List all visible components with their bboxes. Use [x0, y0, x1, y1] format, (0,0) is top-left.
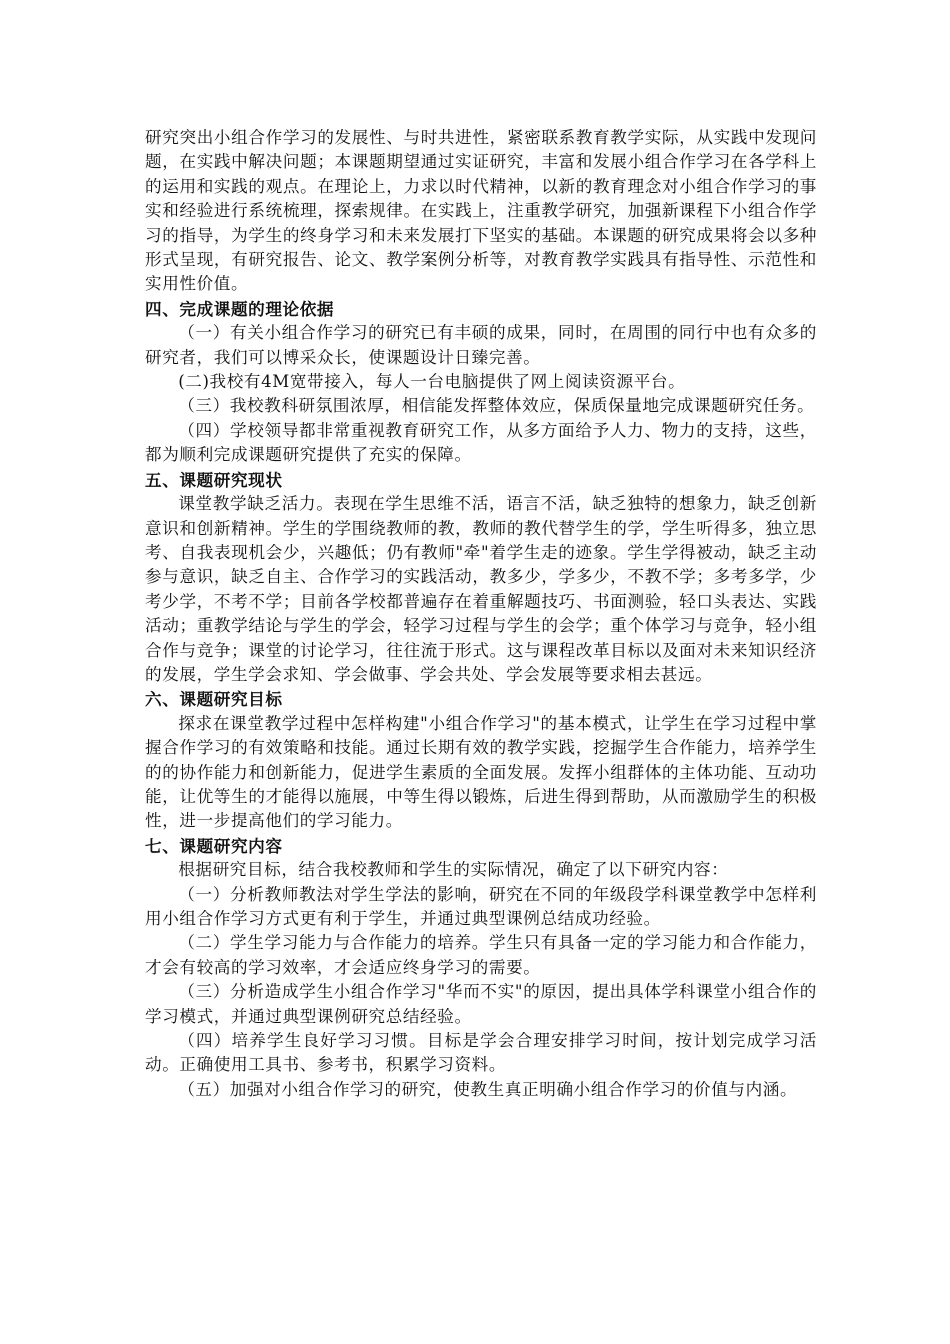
section-7-paragraph-4: （三）分析造成学生小组合作学习"华而不实"的原因，提出具体学科课堂小组合作的学习模式，并通过典型课例研究总结经验。 — [145, 982, 817, 1026]
section-6-heading: 六、课题研究目标 — [145, 689, 283, 710]
section-7-paragraph-1: 根据研究目标，结合我校教师和学生的实际情况，确定了以下研究内容： — [178, 860, 729, 880]
section-5-heading: 五、课题研究现状 — [145, 469, 283, 490]
section-7-paragraph-3: （二）学生学习能力与合作能力的培养。学生只有具备一定的学习能力和合作能力，才会有较高的学习效率，才会适应终身学习的需要。 — [145, 933, 817, 977]
document-page — [145, 126, 817, 1102]
section-5-paragraph-1: 课堂教学缺乏活力。表现在学生思维不活，语言不活，缺乏独特的想象力，缺乏创新意识和创新精神。学生的学围绕教师的教，教师的教代替学生的学，学生听得多，独立思考、自我表现机会少，兴趣低；仍有教师"牵"着学生走的迹象。学生学得被动，缺乏主动参与意识，缺乏自主、合作学习的实践活动，教多少，学多少，不教不学；多考多学，少考少学，不考不学；目前各学校都普遍存在着重解题技巧、书面测验，轻口头表达、实践活动；重教学结论与学生的学会，轻学习过程与学生的会学；重个体学习与竞争，轻小组合作与竞争；课堂的讨论学习，往往流于形式。这与课程改革目标以及面对未来知识经济的发展，学生学会求知、学会做事、学会共处、学会发展等要求相去甚远。 — [145, 494, 817, 684]
section-4-paragraph-1: （一）有关小组合作学习的研究已有丰硕的成果，同时，在周围的同行中也有众多的研究者，我们可以博采众长，使课题设计日臻完善。 — [145, 323, 817, 367]
section-7-paragraph-2: （一）分析教师教法对学生学法的影响，研究在不同的年级段学科课堂教学中怎样利用小组合作学习方式更有利于学生，并通过典型课例总结成功经验。 — [145, 884, 817, 928]
section-7-paragraph-5: （四）培养学生良好学习习惯。目标是学会合理安排学习时间，按计划完成学习活动。正确使用工具书、参考书，积累学习资料。 — [145, 1031, 817, 1075]
section-7-paragraph-6: （五）加强对小组合作学习的研究，使教生真正明确小组合作学习的价值与内涵。 — [178, 1079, 798, 1099]
section-7-heading: 七、课题研究内容 — [145, 835, 283, 856]
section-4-paragraph-4: （四）学校领导都非常重视教育研究工作，从多方面给予人力、物力的支持，这些，都为顺利完成课题研究提供了充实的保障。 — [145, 420, 817, 465]
intro-paragraph: 研究突出小组合作学习的发展性、与时共进性，紧密联系教育教学实际，从实践中发现问题，在实践中解决问题；本课题期望通过实证研究，丰富和发展小组合作学习在各学科上的运用和实践的观点。在理论上，力求以时代精神，以新的教育理念对小组合作学习的事实和经验进行系统梳理，探索规律。在实践上，注重教学研究，加强新课程下小组合作学习的指导，为学生的终身学习和未来发展打下坚实的基础。本课题的研究成果将会以多种形式呈现，有研究报告、论文、教学案例分析等，对教育教学实践具有指导性、示范性和实用性价值。 — [145, 128, 817, 294]
section-4-paragraph-2: (二)我校有4M宽带接入，每人一台电脑提供了网上阅读资源平台。 — [178, 372, 686, 392]
section-4-heading: 四、完成课题的理论依据 — [145, 298, 335, 319]
section-6-paragraph-1: 探求在课堂教学过程中怎样构建"小组合作学习"的基本模式，让学生在学习过程中掌握合作学习的有效策略和技能。通过长期有效的教学实践，挖掘学生合作能力，培养学生的的协作能力和创新能力，促进学生素质的全面发展。发挥小组群体的主体功能、互动功能，让优等生的才能得以施展，中等生得以锻炼，后进生得到帮助，从而激励学生的积极性，进一步提高他们的学习能力。 — [145, 713, 817, 831]
section-4-paragraph-3: （三）我校教科研氛围浓厚，相信能发挥整体效应，保质保量地完成课题研究任务。 — [178, 396, 815, 416]
